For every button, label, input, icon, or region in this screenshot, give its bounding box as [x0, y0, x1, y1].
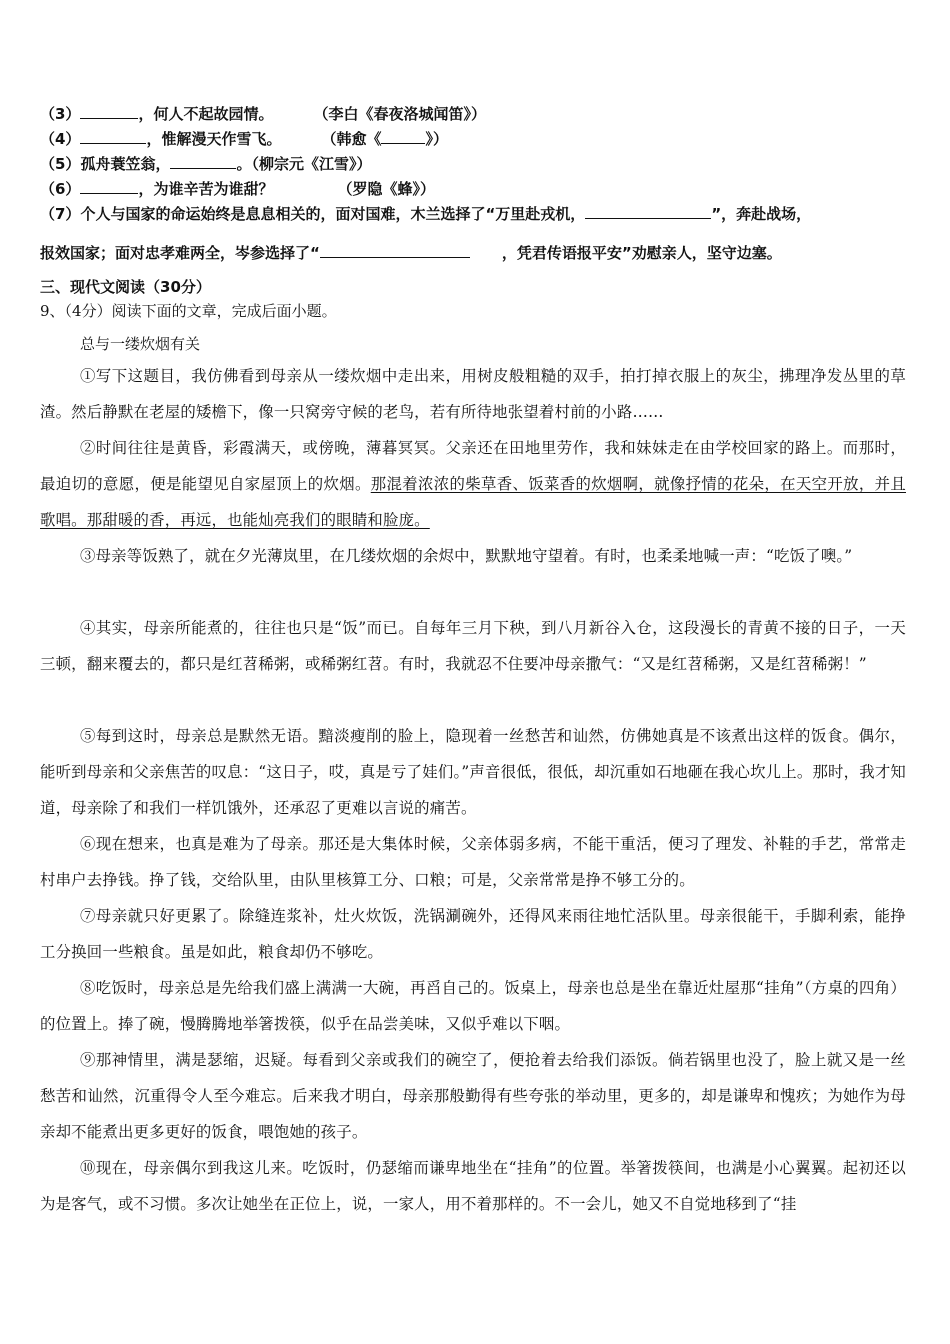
poem-line-5: （5）孤舟蓑笠翁， 。（柳宗元《江雪》）	[40, 155, 372, 173]
paragraph-3: ③母亲等饭熟了，就在夕光薄岚里，在几缕炊烟的余烬中，默默地守望着。有时，也柔柔地喊一声：“吃饭了噢。”	[80, 547, 853, 565]
blank[interactable]	[80, 179, 138, 194]
paragraph-4: ④其实，母亲所能煮的，往往也只是“饭”而已。自每年三月下秧，到八月新谷入仓，这段漫长的青黄不接的日子，一天三顿，翻来覆去的，都只是红苕稀粥，或稀粥红苕。有时，我就忍不住要冲母亲撒气：“又是红苕稀粥，又是红苕稀粥！”	[40, 619, 906, 673]
article-title: 总与一缕炊烟有关	[80, 335, 201, 353]
blank[interactable]	[80, 104, 138, 119]
paragraph-6: ⑥现在想来，也真是难为了母亲。那还是大集体时候，父亲体弱多病，不能干重活，便习了理发、补鞋的手艺，常常走村串户去挣钱。挣了钱，交给队里，由队里核算工分、口粮；可是，父亲常常是挣不够工分的。	[40, 835, 906, 889]
paragraph-1: ①写下这题目，我仿佛看到母亲从一缕炊烟中走出来，用树皮般粗糙的双手，拍打掉衣服上的灰尘，拂理净发丛里的草渣。然后静默在老屋的矮檐下，像一只窝旁守候的老鸟，若有所待地张望着村前的小路……	[40, 367, 906, 421]
paragraph-2: ②时间往往是黄昏，彩霞满天，或傍晚，薄暮冥冥。父亲还在田地里劳作，我和妹妹走在由学校回家的路上。而那时，最迫切的意愿，便是能望见自家屋顶上的炊烟。那混着浓浓的柴草香、饭菜香的炊烟啊，就像抒情的花朵，在天空开放，并且歌唱。那甜暖的香，再远，也能灿亮我们的眼睛和脸庞。	[40, 439, 906, 529]
poem-line-4: （4） ，惟解漫天作雪飞。 （韩愈《 》）	[40, 130, 448, 148]
poem-line-3: （3） ，何人不起故园情。 （李白《春夜洛城闻笛》）	[40, 105, 486, 123]
paragraph-9: ⑨那神情里，满是瑟缩，迟疑。每看到父亲或我们的碗空了，便抢着去给我们添饭。倘若锅里也没了，脸上就又是一丝愁苦和讪然，沉重得令人至今难忘。后来我才明白，母亲那般勤得有些夸张的举动里，更多的，却是谦卑和愧疚；为她作为母亲却不能煮出更多更好的饭食，喂饱她的孩子。	[40, 1051, 906, 1141]
poem-line-7b: 报效国家；面对忠孝难两全，岑参选择了“ ，凭君传语报平安”劝慰亲人，坚守边塞。	[40, 244, 782, 262]
underlined-sentence: 那混着浓浓的柴草香、饭菜香的炊烟啊，就像抒情的花朵，在天空开放，并且歌唱。那甜暖的香，再远，也能灿亮我们的眼睛和脸庞。	[40, 475, 906, 529]
section-heading: 三、现代文阅读（30分）	[40, 278, 211, 296]
blank[interactable]	[80, 129, 146, 144]
blank[interactable]	[320, 243, 470, 258]
paragraph-10: ⑩现在，母亲偶尔到我这儿来。吃饭时，仍瑟缩而谦卑地坐在“挂角”的位置。举箸拨筷间，也满是小心翼翼。起初还以为是客气，或不习惯。多次让她坐在正位上，说，一家人，用不着那样的。不一会儿，她又不自觉地移到了“挂	[40, 1159, 906, 1213]
paragraph-7: ⑦母亲就只好更累了。除缝连浆补，灶火炊饭，洗锅涮碗外，还得风来雨往地忙活队里。母亲很能干，手脚利索，能挣工分换回一些粮食。虽是如此，粮食却仍不够吃。	[40, 907, 906, 961]
blank[interactable]	[381, 129, 425, 144]
blank[interactable]	[170, 154, 236, 169]
question-text: 9、（4分）阅读下面的文章，完成后面小题。	[40, 302, 337, 320]
paragraph-5: ⑤每到这时，母亲总是默然无语。黯淡瘦削的脸上，隐现着一丝愁苦和讪然，仿佛她真是不该煮出这样的饭食。偶尔，能听到母亲和父亲焦苦的叹息：“这日子，哎，真是亏了娃们。”声音很低，很低，却沉重如石地砸在我心坎儿上。那时，我才知道，母亲除了和我们一样饥饿外，还承忍了更难以言说的痛苦。	[40, 727, 906, 817]
poem-line-7: （7）个人与国家的命运始终是息息相关的，面对国难，木兰选择了“万里赴戎机， ”，奔赴战场，	[40, 205, 812, 223]
paragraph-8: ⑧吃饭时，母亲总是先给我们盛上满满一大碗，再舀自己的。饭桌上，母亲也总是坐在靠近灶屋那“挂角”（方桌的四角）的位置上。捧了碗，慢腾腾地举箸拨筷，似乎在品尝美味，又似乎难以下咽。	[40, 979, 906, 1033]
blank[interactable]	[585, 204, 711, 219]
poem-line-6: （6） ，为谁辛苦为谁甜？ （罗隐《蜂》）	[40, 180, 435, 198]
